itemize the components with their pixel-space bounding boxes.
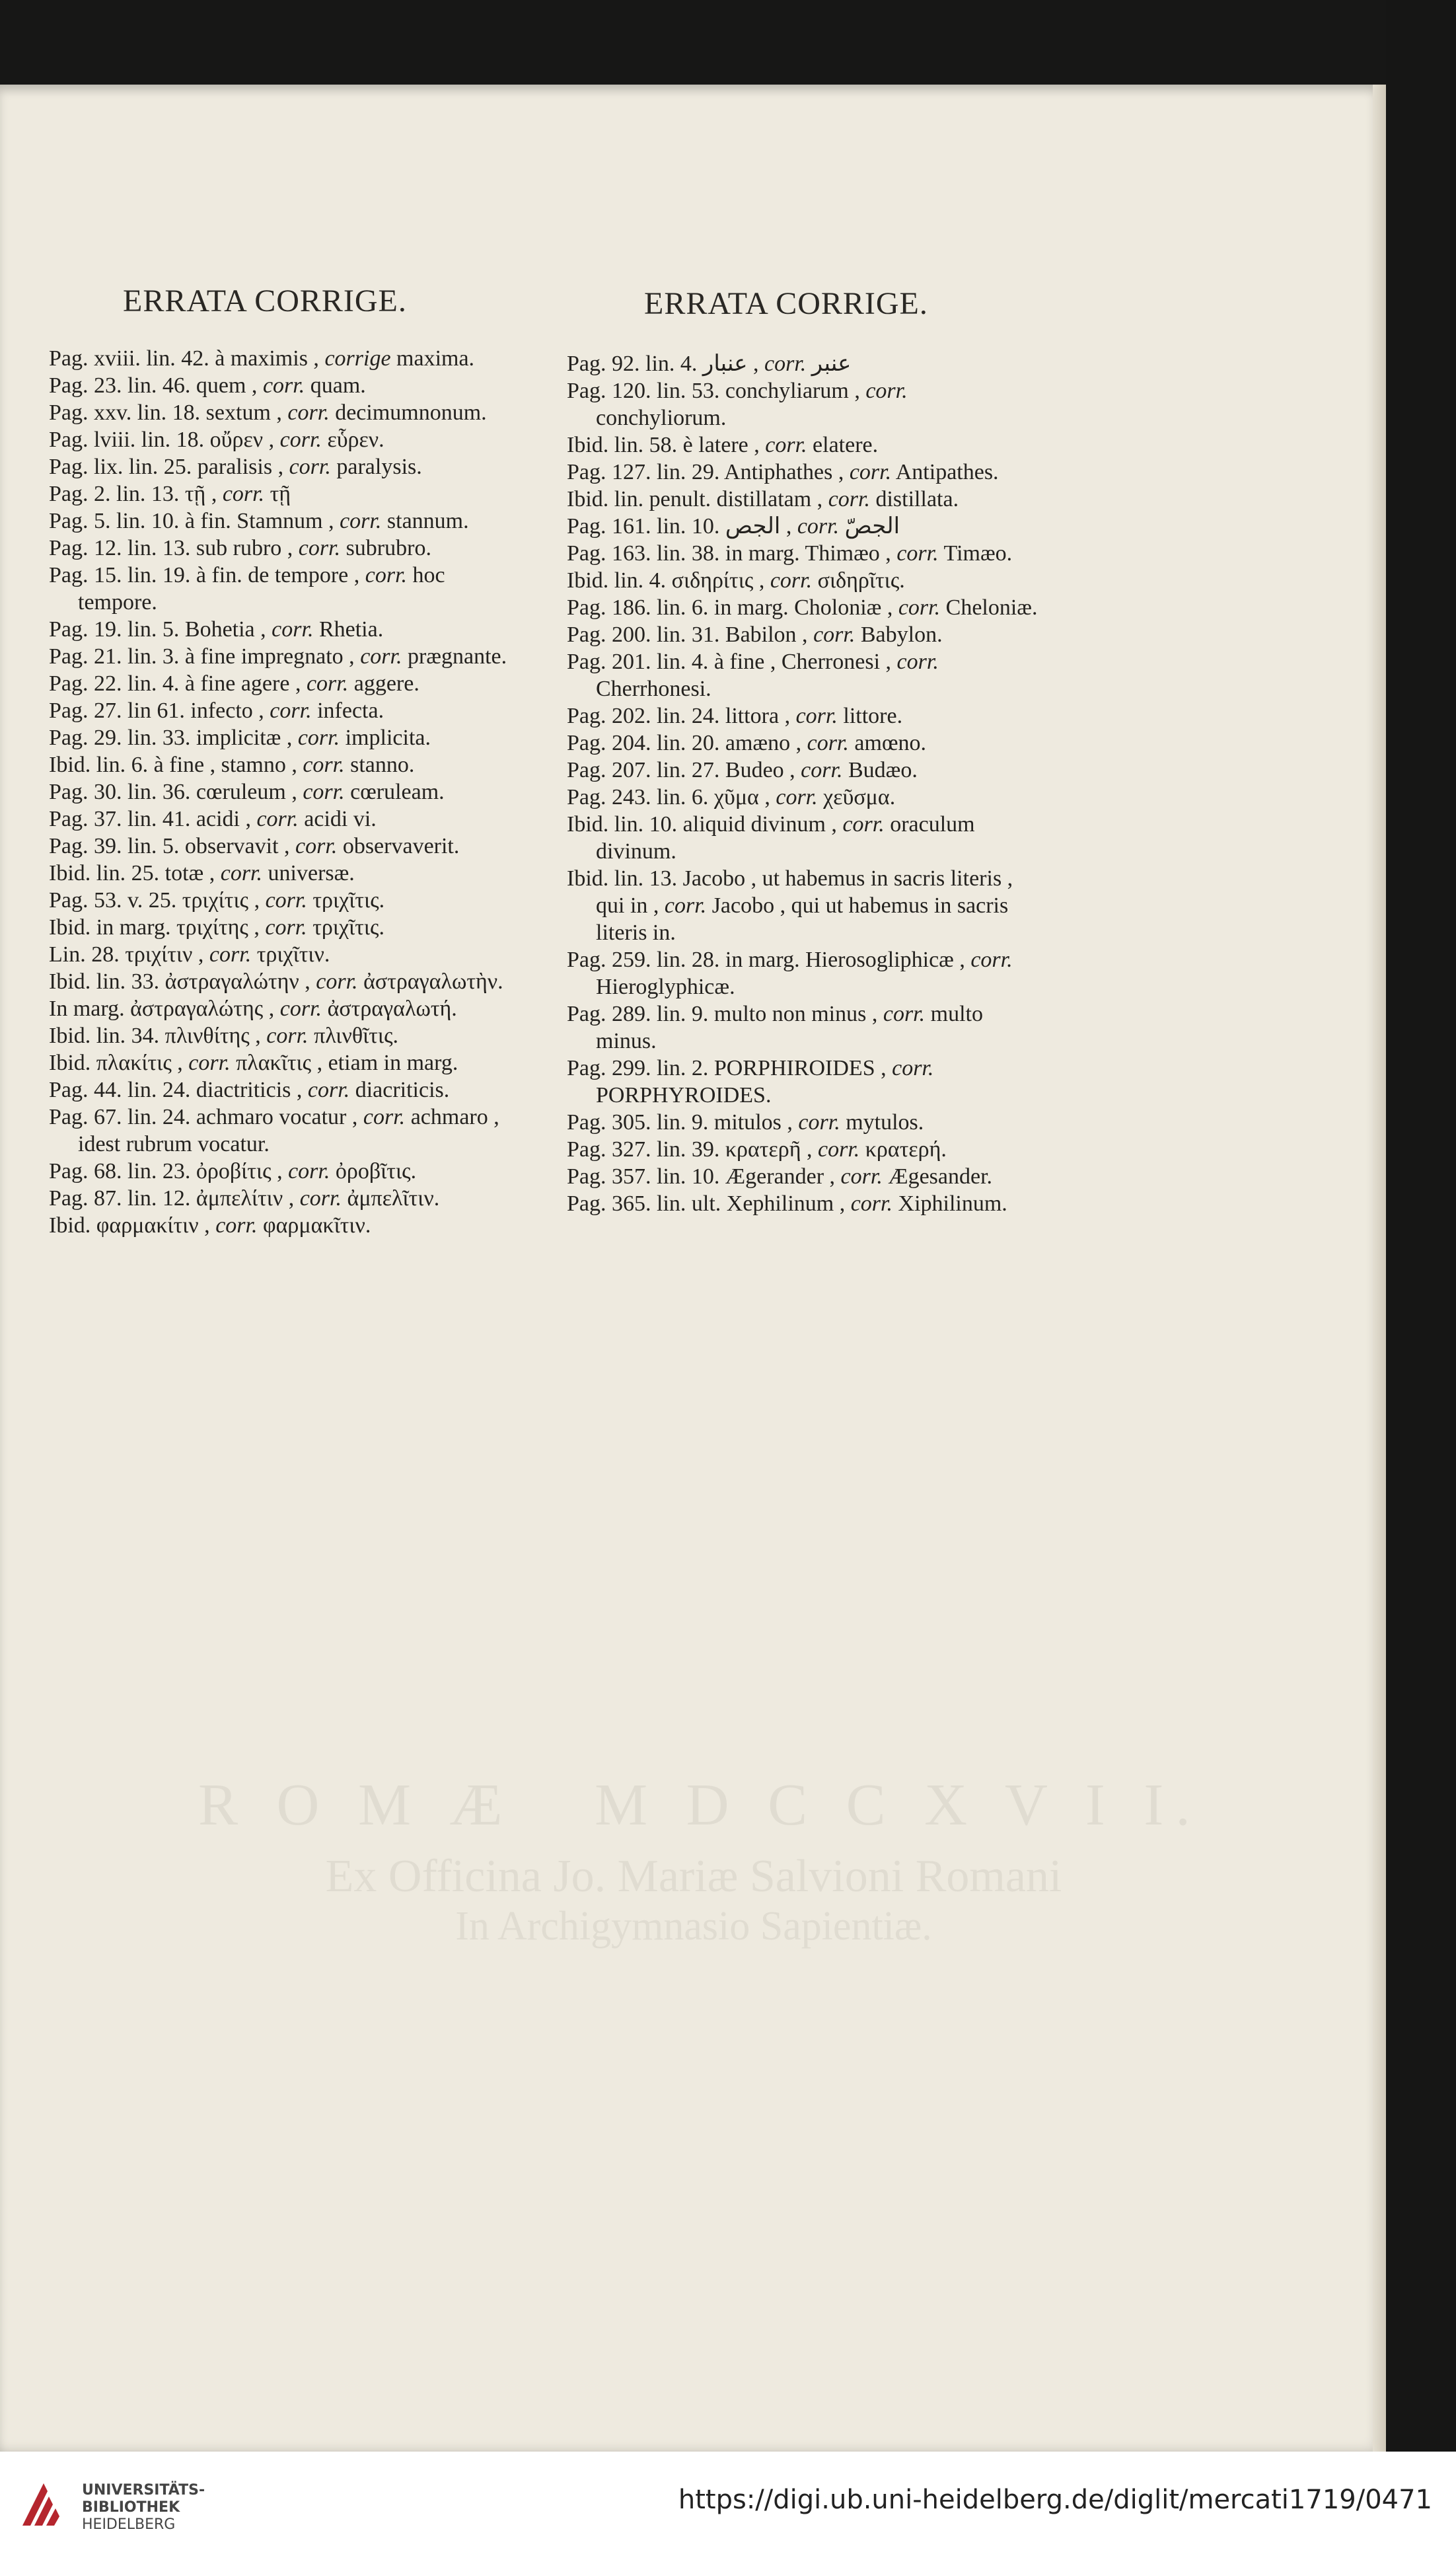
entry-error-text: Pag. 299. lin. 2. PORPHIROIDES , [567,1056,887,1080]
entry-corr-marker: corr. [287,400,330,425]
errata-entry [49,1158,525,1185]
entry-error-text: Pag. 204. lin. 20. amæno , [567,731,802,755]
entry-correction-text: Antipathes. [895,460,999,484]
errata-entry [567,1136,1042,1163]
errata-entry [567,540,1042,567]
entry-corr-marker: corr. [664,893,707,918]
entry-error-text: Pag. lix. lin. 25. paralisis , [49,455,284,479]
entry-error-text: Pag. 23. lin. 46. quem , [49,373,258,398]
library-name-line1: UNIVERSITÄTS- [82,2482,205,2499]
entry-error-text: Pag. 289. lin. 9. multo non minus , [567,1002,878,1026]
entry-error-text: Pag. 200. lin. 31. Babilon , [567,622,808,647]
entry-error-text: Ibid. lin. penult. distillatam , [567,487,823,511]
entry-corr-marker: corr. [209,942,252,967]
errata-entry [567,432,1042,459]
entry-corr-marker: corr. [797,514,840,539]
errata-entry [567,1055,1042,1109]
errata-entry [567,757,1042,784]
entry-error-text: Pag. 39. lin. 5. observavit , [49,834,290,858]
entry-correction-text: عنبر [811,352,852,376]
left-errata-list [49,345,525,1239]
entry-error-text: Pag. 186. lin. 6. in marg. Choloniæ , [567,595,893,620]
entry-error-text: Pag. 19. lin. 5. Bohetia , [49,617,266,642]
errata-entry [49,616,525,643]
entry-corr-marker: corr. [892,1056,934,1080]
errata-entry [49,778,525,806]
entry-error-text: Ibid. in marg. τριχίτης , [49,915,260,940]
entry-correction-text: acidi vi. [304,807,377,831]
errata-entry [49,1212,525,1239]
errata-entry [49,751,525,778]
entry-correction-text: subrubro. [346,536,431,560]
entry-error-text: Lin. 28. τριχίτιν , [49,942,204,967]
entry-error-text: Ibid. lin. 25. totæ , [49,861,215,885]
entry-corr-marker: corr. [306,671,349,696]
entry-correction-text: PORPHYROIDES. [596,1083,772,1108]
scan-background-right [1386,0,1456,2452]
entry-corr-marker: corr. [262,373,305,398]
errata-entry [49,643,525,670]
errata-entry [49,1022,525,1049]
entry-corr-marker: corr. [299,1186,342,1211]
errata-entry [567,1109,1042,1136]
entry-error-text: Pag. 5. lin. 10. à fin. Stamnum , [49,509,334,533]
errata-entry [49,724,525,751]
entry-corr-marker: corr. [363,1105,406,1129]
entry-correction-text: paralysis. [336,455,422,479]
errata-entry [49,480,525,507]
entry-error-text: Pag. 243. lin. 6. χῦμα , [567,785,770,809]
entry-corr-marker: corr. [272,617,314,642]
entry-error-text: Pag. 30. lin. 36. cœruleum , [49,780,297,804]
entry-corr-marker: corr. [188,1051,231,1075]
show-through-imprint-line1: R O M Æ M D C C X V I I. [198,1772,1202,1838]
entry-error-text: Ibid. lin. 34. πλινθίτης , [49,1024,261,1048]
errata-entry [567,865,1042,946]
entry-correction-text: φαρμακῖτιν. [262,1213,371,1238]
entry-error-text: Pag. 201. lin. 4. à fine , Cherronesi , [567,650,892,674]
entry-error-text: Pag. 53. v. 25. τριχίτις , [49,888,260,913]
entry-error-text: Pag. 202. lin. 24. littora , [567,704,791,728]
entry-corr-marker: corr. [818,1137,860,1162]
entry-corr-marker: corr. [360,644,402,669]
entry-corr-marker: corr. [289,455,331,479]
errata-entry [49,995,525,1022]
entry-correction-text: الجصّ [844,514,900,539]
entry-correction-text: multo minus. [596,1002,983,1053]
entry-correction-text: diacriticis. [355,1078,450,1102]
entry-error-text: Pag. 92. lin. 4. عنبار , [567,352,759,376]
entry-error-text: Pag. 12. lin. 13. sub rubro , [49,536,293,560]
entry-error-text: Pag. 327. lin. 39. κρατερῆ , [567,1137,813,1162]
entry-corr-marker: corr. [801,758,843,782]
errata-entry [567,377,1042,432]
errata-entry [567,486,1042,513]
entry-correction-text: stanno. [350,753,415,777]
entry-correction-text: πλινθῖτις. [314,1024,399,1048]
entry-correction-text: τριχῖτιν. [256,942,330,967]
entry-corr-marker: corr. [849,460,892,484]
entry-corr-marker: corr. [813,622,855,647]
entry-correction-text: Ægesander. [888,1164,993,1189]
entry-correction-text: quam. [310,373,366,398]
entry-corr-marker: corr. [896,650,939,674]
errata-entry [567,784,1042,811]
entry-corr-marker: corr. [828,487,870,511]
entry-error-text: Pag. xxv. lin. 18. sextum , [49,400,282,425]
library-logo-icon [17,2478,70,2531]
entry-error-text: Pag. 127. lin. 29. Antiphathes , [567,460,844,484]
errata-entry [49,345,525,372]
entry-correction-text: Xiphilinum. [898,1191,1007,1216]
errata-entry [49,697,525,724]
entry-corr-marker: corr. [770,568,813,593]
entry-error-text: Pag. 259. lin. 28. in marg. Hierosogliphicæ , [567,948,965,972]
entry-correction-text: τῇ [270,482,291,506]
entry-error-text: Pag. 21. lin. 3. à fine impregnato , [49,644,355,669]
entry-corr-marker: corr. [215,1213,258,1238]
permalink-url[interactable]: https://digi.ub.uni-heidelberg.de/diglit/mercati1719/0471 [678,2485,1432,2515]
errata-entry [567,350,1042,377]
errata-entry [49,1076,525,1104]
entry-error-text: Pag. 27. lin 61. infecto , [49,698,264,723]
entry-correction-text: achmaro , idest rubrum vocatur. [78,1105,499,1156]
errata-entry [567,1163,1042,1190]
entry-correction-text: oraculum divinum. [596,812,975,864]
entry-error-text: Pag. 207. lin. 27. Budeo , [567,758,795,782]
entry-corr-marker: corr. [279,428,322,452]
entry-corr-marker: corr. [850,1191,893,1216]
entry-corr-marker: corr. [970,948,1013,972]
entry-error-text: Pag. 37. lin. 41. acidi , [49,807,251,831]
errata-entry [49,1104,525,1158]
entry-error-text: Ibid. lin. 4. σιδηρίτις , [567,568,765,593]
entry-corr-marker: corr. [265,915,307,940]
entry-correction-text: Budæo. [848,758,918,782]
entry-corr-marker: corr. [340,509,382,533]
library-name-line3: HEIDELBERG [82,2516,176,2533]
show-through-imprint-line3: In Archigymnasio Sapientiæ. [455,1904,932,1949]
errata-entry [49,1049,525,1076]
errata-entry [49,887,525,914]
entry-correction-text: hoc tempore. [78,563,445,615]
errata-entry [567,567,1042,594]
entry-error-text: Ibid. lin. 10. aliquid divinum , [567,812,837,837]
errata-entry [49,670,525,697]
errata-entry [567,946,1042,1000]
entry-corr-marker: corr. [765,433,807,457]
errata-entry [49,535,525,562]
entry-correction-text: Rhetia. [318,617,384,642]
entry-corr-marker: corr. [270,698,312,723]
errata-entry [567,621,1042,648]
left-column-heading: ERRATA CORRIGE. [123,283,407,319]
entry-corr-marker: corr. [776,785,818,809]
entry-error-text: Ibid. lin. 58. è latere , [567,433,760,457]
entry-correction-text: Timæo. [943,541,1013,566]
right-column-heading: ERRATA CORRIGE. [644,286,928,321]
entry-error-text: Pag. xviii. lin. 42. à maximis , [49,346,319,371]
entry-corr-marker: corr. [896,541,939,566]
entry-error-text: Ibid. lin. 6. à fine , stamno , [49,753,297,777]
right-errata-list [567,350,1042,1217]
entry-correction-text: εὗρεν. [327,428,384,452]
entry-correction-text: implicita. [345,726,431,750]
entry-corr-marker: corr. [840,1164,883,1189]
entry-error-text: Pag. 15. lin. 19. à fin. de tempore , [49,563,360,587]
entry-corr-marker: corr. [266,1024,309,1048]
entry-error-text: Pag. lviii. lin. 18. οὔρεν , [49,428,275,452]
entry-correction-text: τριχῖτις. [312,915,384,940]
entry-correction-text: stannum. [386,509,469,533]
errata-entry [49,860,525,887]
entry-corr-marker: corr. [265,888,307,913]
entry-correction-text: πλακῖτις , etiam in marg. [236,1051,458,1075]
entry-corr-marker: corr. [256,807,299,831]
entry-error-text: Pag. 120. lin. 53. conchyliarum , [567,379,860,403]
entry-correction-text: infecta. [317,698,384,723]
errata-entry [567,459,1042,486]
entry-correction-text: Cherrhonesi. [596,677,711,701]
scan-background-top [0,0,1456,85]
entry-corr-marker: corr. [303,753,345,777]
entry-correction-text: cœruleam. [350,780,445,804]
entry-error-text: Pag. 67. lin. 24. achmaro vocatur , [49,1105,358,1129]
entry-correction-text: distillata. [875,487,959,511]
show-through-imprint-line2: Ex Officina Jo. Mariæ Salvioni Romani [325,1851,1062,1902]
entry-error-text: Ibid. lin. 33. ἀστραγαλώτην , [49,969,310,994]
errata-entry [567,648,1042,702]
entry-corr-marker: corrige [324,346,391,371]
entry-corr-marker: corr. [303,780,345,804]
errata-entry [567,513,1042,540]
errata-entry [49,1185,525,1212]
entry-correction-text: σιδηρῖτις. [817,568,905,593]
entry-corr-marker: corr. [865,379,908,403]
entry-error-text: Pag. 305. lin. 9. mitulos , [567,1110,793,1135]
entry-correction-text: aggere. [353,671,419,696]
errata-entry [49,426,525,453]
entry-correction-text: χεῦσμα. [823,785,896,809]
entry-error-text: Pag. 29. lin. 33. implicitæ , [49,726,293,750]
errata-entry [49,806,525,833]
entry-corr-marker: corr. [798,1110,840,1135]
entry-corr-marker: corr. [764,352,807,376]
errata-entry [49,507,525,535]
entry-corr-marker: corr. [220,861,263,885]
entry-corr-marker: corr. [288,1159,330,1184]
entry-corr-marker: corr. [316,969,358,994]
errata-entry [49,372,525,399]
errata-entry [49,833,525,860]
entry-corr-marker: corr. [883,1002,926,1026]
errata-entry [49,914,525,941]
errata-entry [567,1000,1042,1055]
entry-correction-text: Jacobo , qui ut habemus in sacris literis in. [596,893,1009,945]
entry-corr-marker: corr. [365,563,408,587]
entry-error-text: Pag. 44. lin. 24. diactriticis , [49,1078,303,1102]
entry-correction-text: prægnante. [407,644,507,669]
entry-corr-marker: corr. [307,1078,350,1102]
entry-corr-marker: corr. [807,731,849,755]
entry-correction-text: conchyliorum. [596,406,727,430]
errata-entry [49,968,525,995]
entry-corr-marker: corr. [298,536,341,560]
entry-corr-marker: corr. [222,482,265,506]
entry-correction-text: κρατερή. [865,1137,947,1162]
entry-error-text: Pag. 87. lin. 12. ἀμπελίτιν , [49,1186,295,1211]
entry-corr-marker: corr. [297,726,340,750]
entry-correction-text: decimumnonum. [335,400,487,425]
entry-error-text: Pag. 22. lin. 4. à fine agere , [49,671,301,696]
entry-correction-text: τριχῖτις. [312,888,385,913]
errata-entry [567,1190,1042,1217]
entry-correction-text: Hieroglyphicæ. [596,975,735,999]
digitization-footer [0,2452,1456,2556]
entry-error-text: Ibid. lin. 13. Jacobo , ut habemus in sacris literis , qui in , [567,866,1013,918]
entry-correction-text: universæ. [268,861,355,885]
entry-corr-marker: corr. [295,834,338,858]
errata-entry [49,399,525,426]
errata-entry [567,730,1042,757]
entry-correction-text: maxima. [396,346,475,371]
entry-correction-text: ἀμπελῖτιν. [347,1186,440,1211]
entry-error-text: Pag. 163. lin. 38. in marg. Thimæo , [567,541,891,566]
entry-corr-marker: corr. [898,595,941,620]
entry-correction-text: ἀστραγαλωτή. [327,996,457,1021]
errata-entry [567,594,1042,621]
entry-error-text: Pag. 357. lin. 10. Ægerander , [567,1164,836,1189]
entry-correction-text: Babylon. [860,622,943,647]
entry-correction-text: elatere. [813,433,879,457]
entry-corr-marker: corr. [795,704,838,728]
entry-correction-text: ἀστραγαλωτὴν. [363,969,503,994]
entry-error-text: Pag. 161. lin. 10. الجص , [567,514,792,539]
entry-correction-text: ὀροβῖτις. [335,1159,417,1184]
entry-error-text: Ibid. φαρμακίτιν , [49,1213,210,1238]
errata-entry [567,811,1042,865]
entry-correction-text: littore. [843,704,903,728]
errata-entry [49,941,525,968]
errata-entry [567,702,1042,730]
entry-error-text: Ibid. πλακίτις , [49,1051,183,1075]
errata-entry [49,562,525,616]
page-edge-shadow [1373,85,1386,2452]
entry-error-text: Pag. 68. lin. 23. ὀροβίτις , [49,1159,283,1184]
entry-corr-marker: corr. [279,996,322,1021]
entry-correction-text: amœno. [854,731,926,755]
entry-error-text: Pag. 365. lin. ult. Xephilinum , [567,1191,846,1216]
entry-correction-text: mytulos. [846,1110,924,1135]
errata-entry [49,453,525,480]
entry-correction-text: observaverit. [342,834,460,858]
library-name-line2: BIBLIOTHEK [82,2499,180,2516]
entry-error-text: In marg. ἀστραγαλώτης , [49,996,275,1021]
entry-correction-text: Cheloniæ. [945,595,1038,620]
entry-corr-marker: corr. [842,812,885,837]
library-name [82,2482,205,2534]
entry-error-text: Pag. 2. lin. 13. τῇ , [49,482,217,506]
